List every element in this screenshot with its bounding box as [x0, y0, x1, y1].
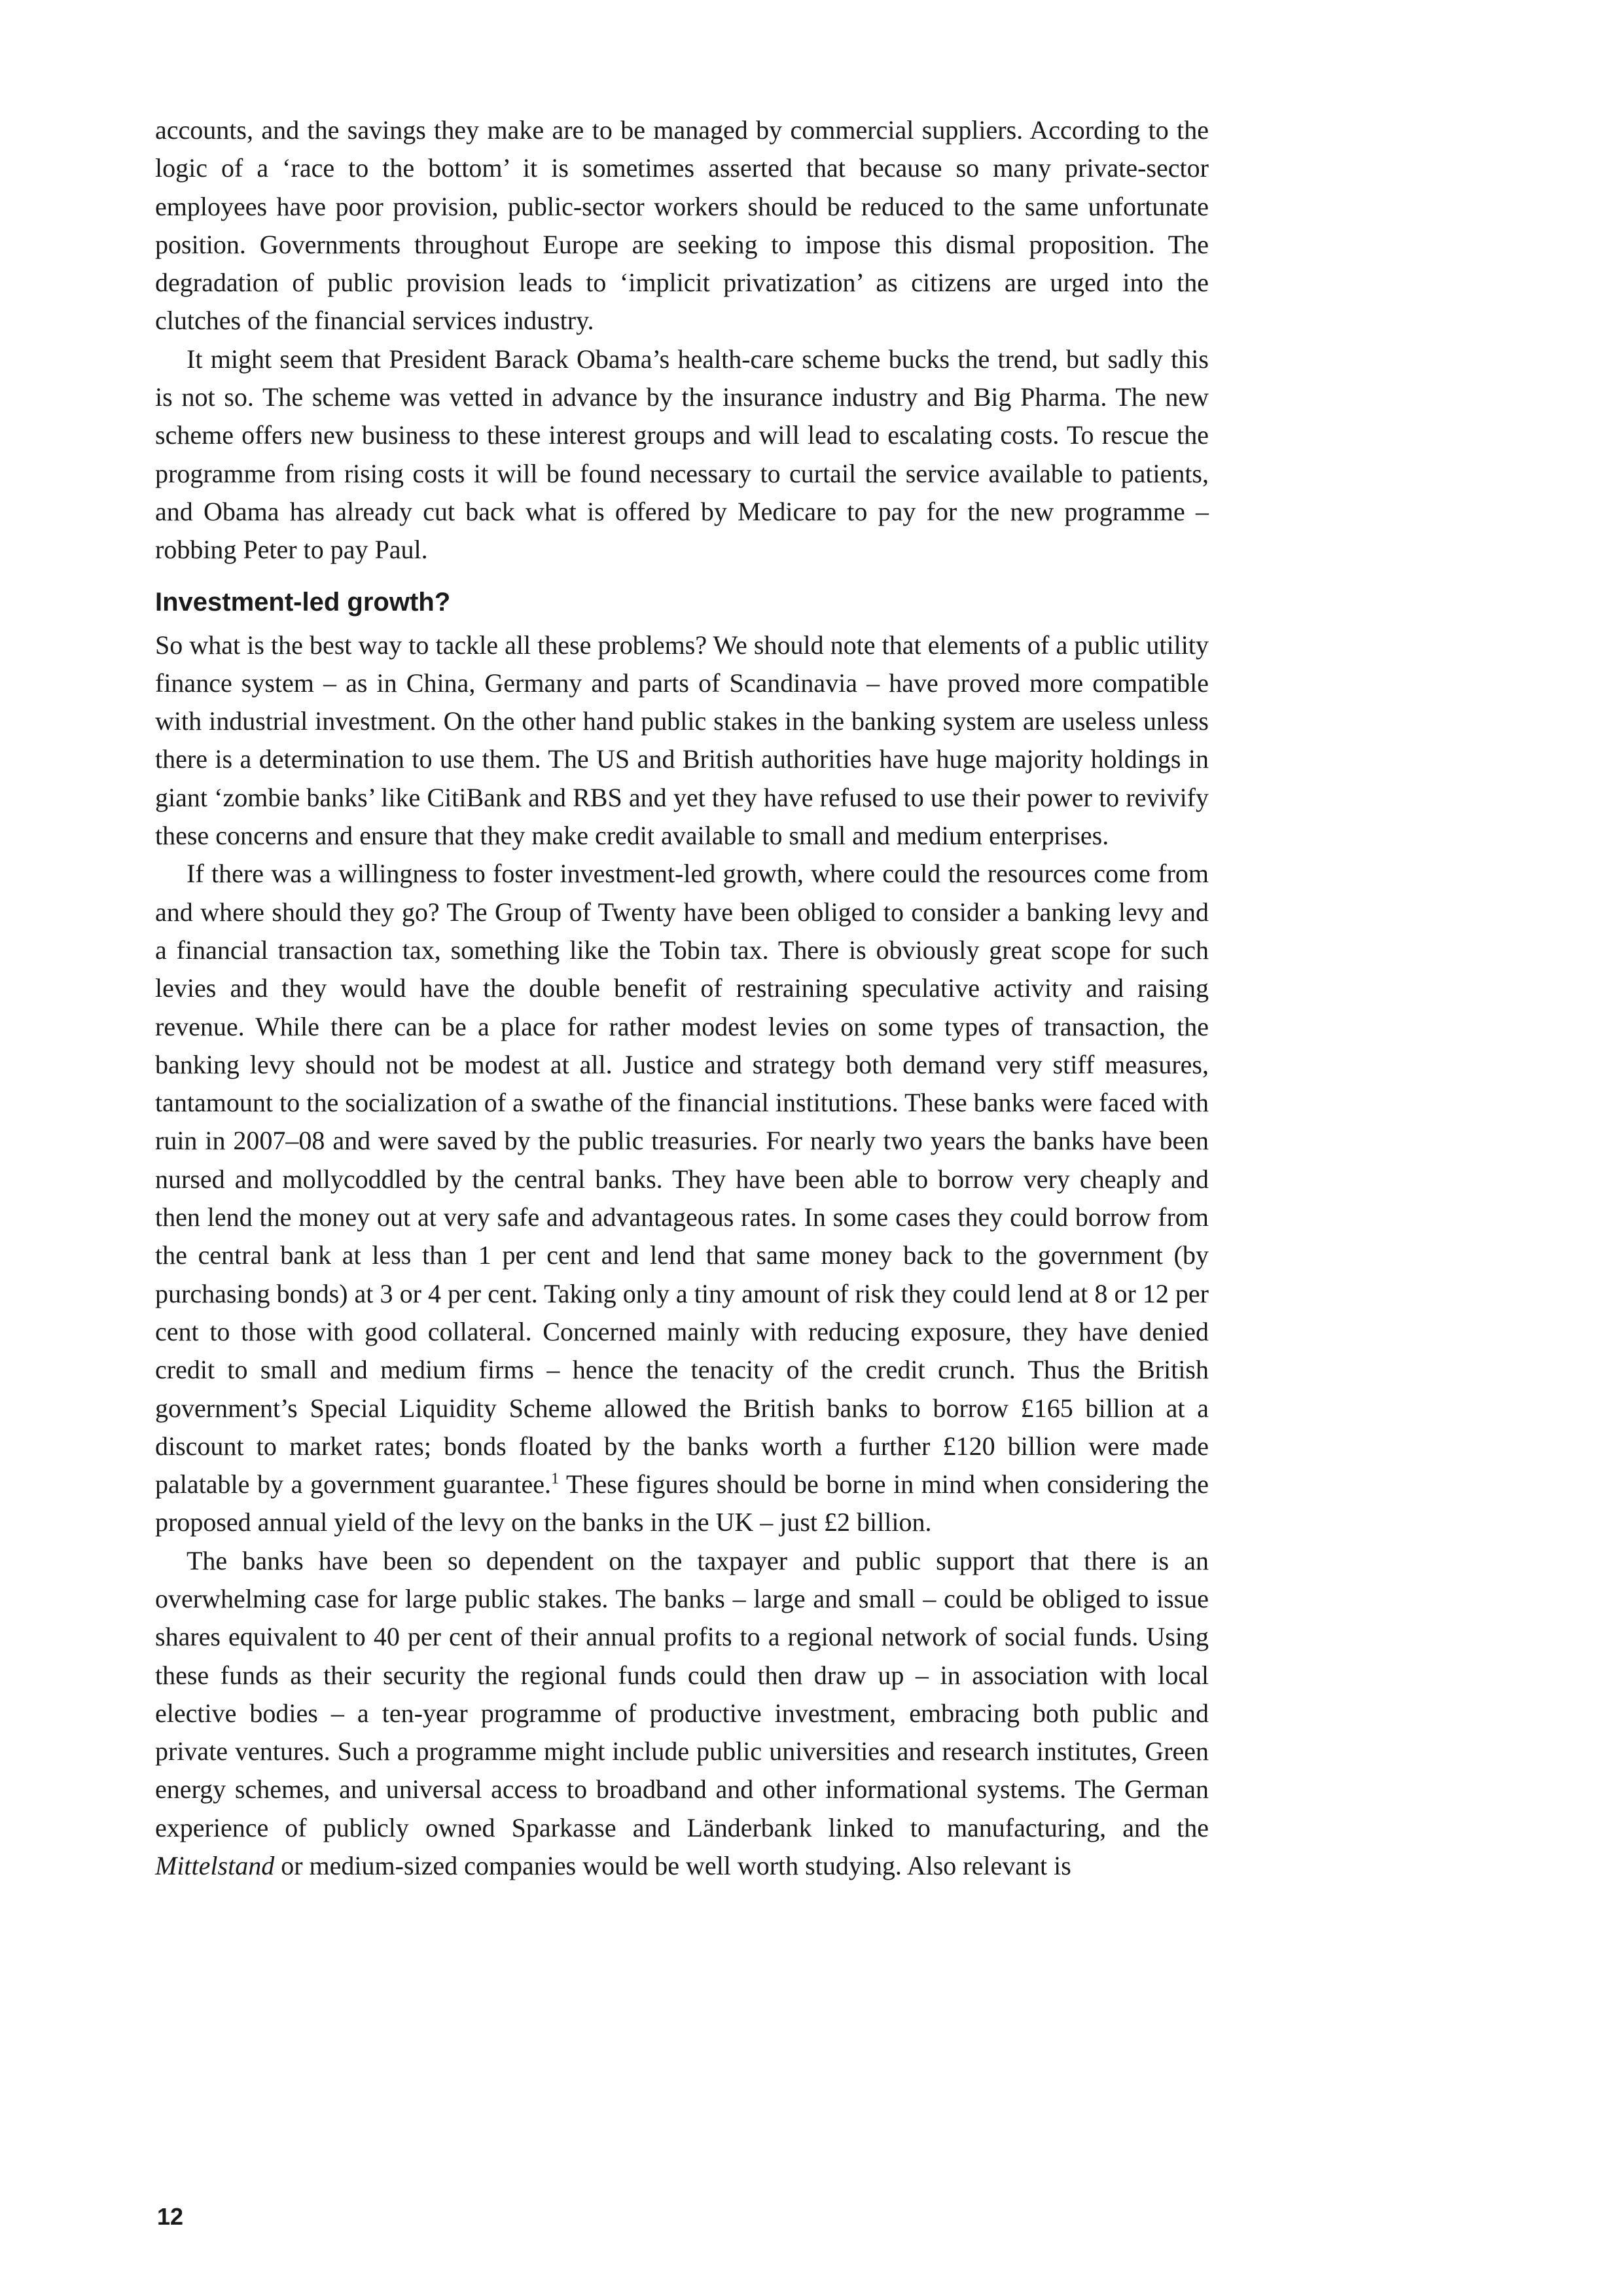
section-heading: Investment-led growth? [155, 587, 451, 617]
paragraph-1: accounts, and the savings they make are to be managed by commercial suppliers. According to the logic of a ‘race to the bottom’ it is sometimes asserted that because so many private-sector employees have poor provision, public-sector workers should be reduced to the same unfortunate position. Governments throughout Europe are seeking to impose this dismal proposition. The degradation of public provision leads to ‘implicit privatization’ as citizens are urged into the clutches of the financial services industry. [155, 115, 1209, 336]
paragraph-5 [155, 1542, 1209, 1886]
paragraph-3: So what is the best way to tackle all these problems? We should note that elements of a public utility finance system – as in China, Germany and parts of Scandinavia – have proved more compatible with industrial investment. On the other hand public stakes in the banking system are useless unless there is a determination to use them. The US and British authorities have huge majority holdings in giant ‘zombie banks’ like CitiBank and RBS and yet they have refused to use their power to revivify these concerns and ensure that they make credit available to small and medium enterprises. [155, 630, 1209, 851]
paragraph-4-text-after-footnote: These figures should be borne in mind when considering the proposed annual yield of the levy on the banks in the UK – just £2 billion. [155, 1469, 1209, 1537]
paragraph-4-text-before-footnote: If there was a willingness to foster investment-led growth, where could the resources come from and where should they go? The Group of Twenty have been obliged to consider a banking levy and a financial transaction tax, something like the Tobin tax. There is obviously great scope for such levies and they would have the double benefit of restraining speculative activity and raising revenue. While there can be a place for rather modest levies on some types of transaction, the banking levy should not be modest at all. Justice and strategy both demand very stiff measures, tantamount to the socialization of a swathe of the financial institutions. These banks were faced with ruin in 2007–08 and were saved by the public treasuries. For nearly two years the banks have been nursed and mollycoddled by the central banks. They have been able to borrow very cheaply and then lend the money out at very safe and advantageous rates. In some cases they could borrow from the central bank at less than 1 per cent and lend that same money back to the government (by purchasing bonds) at 3 or 4 per cent. Taking only a tiny amount of risk they could lend at 8 or 12 per cent to those with good collateral. Concerned mainly with reducing exposure, they have denied credit to small and medium firms – hence the tenacity of the credit crunch. Thus the British government’s Special Liquidity Scheme allowed the British banks to borrow £165 billion at a discount to market rates; bonds floated by the banks worth a further £120 billion were made palatable by a government guarantee. [155, 859, 1209, 1499]
paragraph-4 [155, 855, 1209, 1541]
footnote-reference-1[interactable]: 1 [551, 1470, 560, 1488]
paragraph-5-text-after-italic: or medium-sized companies would be well worth studying. Also relevant is [274, 1851, 1071, 1881]
page-number: 12 [157, 2203, 184, 2230]
body-text-column [155, 111, 1209, 1885]
paragraph-5-text-before-italic: The banks have been so dependent on the taxpayer and public support that there is an overwhelming case for large public stakes. The banks – large and small – could be obliged to issue shares equivalent to 40 per cent of their annual profits to a regional network of social funds. Using these funds as their security the regional funds could then draw up – in association with local elective bodies – a ten-year programme of productive investment, embracing both public and private ventures. Such a programme might include public universities and research institutes, Green energy schemes, and universal access to broadband and other informational systems. The German experience of publicly owned Sparkasse and Länderbank linked to manufacturing, and the [155, 1545, 1209, 1842]
paragraph-5-italic-term: Mittelstand [155, 1851, 275, 1881]
paragraph-2: It might seem that President Barack Obama’s health-care scheme bucks the trend, but sadly this is not so. The scheme was vetted in advance by the insurance industry and Big Pharma. The new scheme offers new business to these interest groups and will lead to escalating costs. To rescue the programme from rising costs it will be found necessary to curtail the service available to patients, and Obama has already cut back what is offered by Medicare to pay for the new programme – robbing Peter to pay Paul. [155, 344, 1209, 565]
